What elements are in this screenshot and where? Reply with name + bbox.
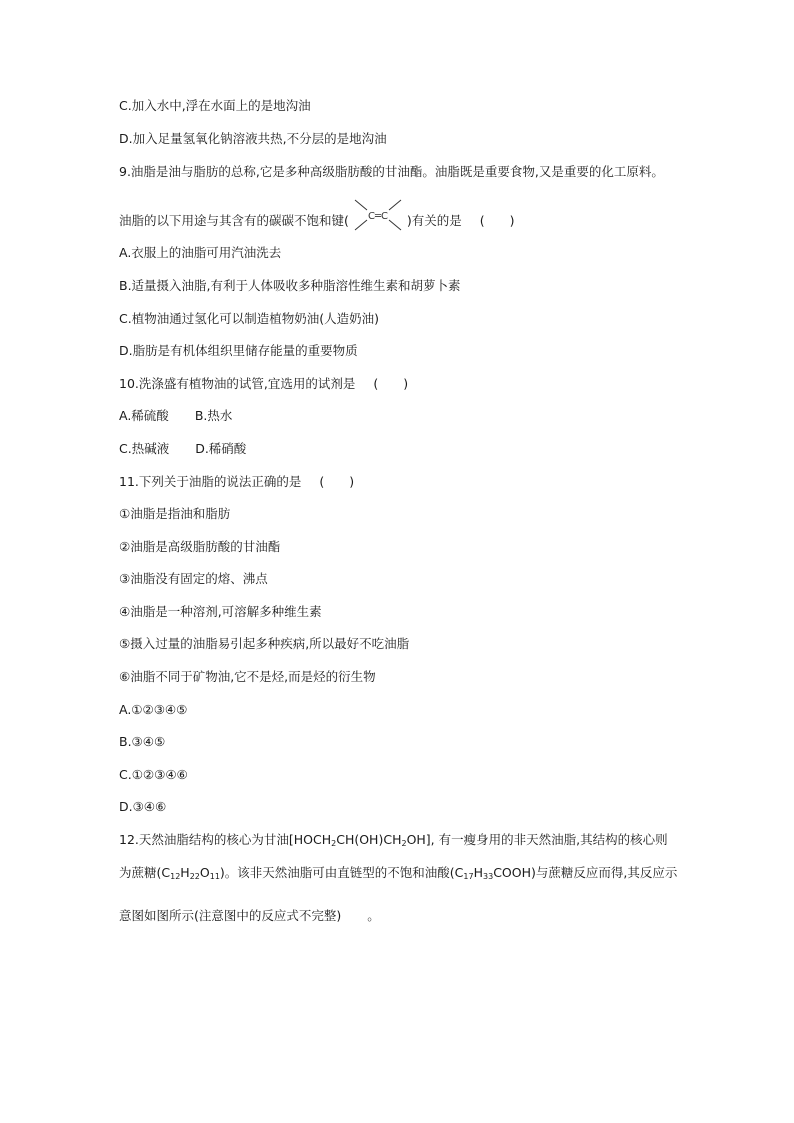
q11-stem <box>119 474 354 490</box>
q11-answer-paren: ( ) <box>319 474 355 489</box>
q11-option-a: A.①②③④⑤ <box>119 702 188 717</box>
q8-option-c: C.加入水中,浮在水面上的是地沟油 <box>119 98 311 113</box>
q12-line1-subscript-2: 2 <box>401 839 407 848</box>
q12-line3 <box>119 908 380 924</box>
q9-option-a: A.衣服上的油脂可用汽油洗去 <box>119 245 282 260</box>
q12-line2-text-a: 为蔗糖(C <box>119 865 171 880</box>
q12-line1-text-b: CH(OH)CH <box>336 832 402 847</box>
q12-line2 <box>119 865 677 881</box>
q12-line2-text-f: COOH)与蔗糖反应而得,其反应示 <box>493 865 678 880</box>
q12-line2-subscript-2: 22 <box>189 872 200 881</box>
q8-option-d: D.加入足量氢氧化钠溶液共热,不分层的是地沟油 <box>119 131 387 146</box>
q12-line2-subscript-1: 12 <box>170 872 181 881</box>
q10-option-a: A.稀硫酸 <box>119 408 169 423</box>
q9-stem-before: 油脂的以下用途与其含有的碳碳不饱和键( <box>119 213 349 228</box>
q12-line2-text-b: H <box>180 865 190 880</box>
q9-stem-after: )有关的是 <box>406 213 462 228</box>
q10-answer-paren: ( ) <box>373 376 409 391</box>
q9-option-d: D.脂肪是有机体组织里储存能量的重要物质 <box>119 343 358 358</box>
q12-line1 <box>119 832 668 848</box>
q9-stem-line2 <box>119 210 515 230</box>
q11-option-b: B.③④⑤ <box>119 734 166 749</box>
q10-options-ab <box>119 408 232 424</box>
q12-line1-text-a: 12.天然油脂结构的核心为甘油[HOCH <box>119 832 332 847</box>
q12-line2-subscript-3: 11 <box>209 872 220 881</box>
q12-line2-subscript-5: 33 <box>483 872 494 881</box>
q11-statement-1: ①油脂是指油和脂肪 <box>119 506 231 521</box>
q12-line2-text-c: O <box>199 865 210 880</box>
q9-answer-paren: ( ) <box>479 213 515 228</box>
q9-option-c: C.植物油通过氢化可以制造植物奶油(人造奶油) <box>119 311 379 326</box>
q12-line2-subscript-4: 17 <box>463 872 474 881</box>
q9-option-b: B.适量摄入油脂,有利于人体吸收多种脂溶性维生素和胡萝卜素 <box>119 278 461 293</box>
q12-line2-text-d: )。该非天然油脂可由直链型的不饱和油酸(C <box>219 865 464 880</box>
q10-option-b: B.热水 <box>194 408 233 423</box>
q11-statement-6: ⑥油脂不同于矿物油,它不是烃,而是烃的衍生物 <box>119 669 376 684</box>
q11-statement-3: ③油脂没有固定的熔、沸点 <box>119 571 268 586</box>
double-bond-label: C═C <box>367 210 388 222</box>
q11-option-c: C.①②③④⑥ <box>119 767 188 782</box>
q11-statement-5: ⑤摄入过量的油脂易引起多种疾病,所以最好不吃油脂 <box>119 636 410 651</box>
q12-line3-end: 。 <box>367 908 380 923</box>
double-bond-structure <box>349 210 407 230</box>
q10-option-d: D.稀硝酸 <box>195 441 247 456</box>
q10-options-cd <box>119 441 246 457</box>
q10-stem <box>119 376 408 392</box>
q11-stem-text: 11.下列关于油脂的说法正确的是 <box>119 474 302 489</box>
q11-option-d: D.③④⑥ <box>119 799 167 814</box>
q9-stem-line1: 9.油脂是油与脂肪的总称,它是多种高级脂肪酸的甘油酯。油脂既是重要食物,又是重要的化工原料。 <box>119 164 664 179</box>
q12-line3-text: 意图如图所示(注意图中的反应式不完整) <box>119 908 342 923</box>
q12-line1-subscript-1: 2 <box>331 839 337 848</box>
q11-statement-2: ②油脂是高级脂肪酸的甘油酯 <box>119 539 281 554</box>
q11-statement-4: ④油脂是一种溶剂,可溶解多种维生素 <box>119 604 322 619</box>
q12-line1-text-c: OH], 有一瘦身用的非天然油脂,其结构的核心则 <box>406 832 668 847</box>
q12-line2-text-e: H <box>473 865 483 880</box>
q10-stem-text: 10.洗涤盛有植物油的试管,宜选用的试剂是 <box>119 376 356 391</box>
q10-option-c: C.热碱液 <box>119 441 170 456</box>
